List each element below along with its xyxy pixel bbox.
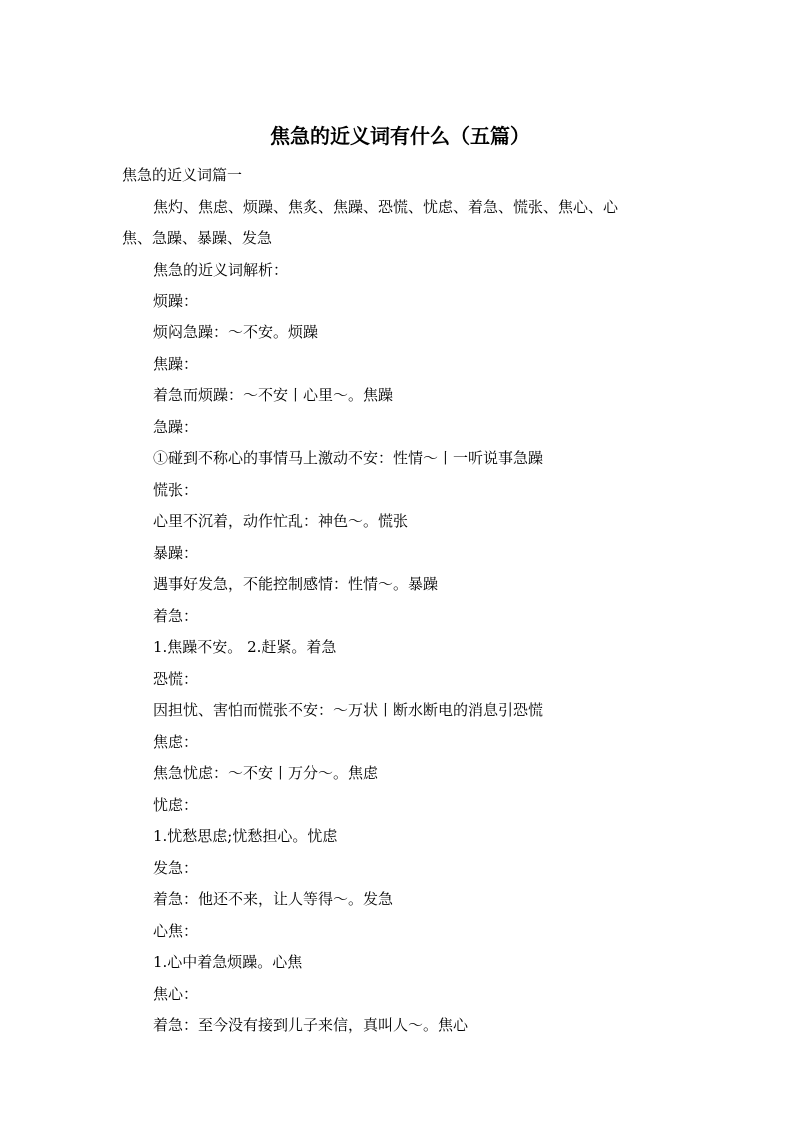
entry-definition: 遇事好发急，不能控制感情：性情～。暴躁 [153,575,439,593]
entry-term: 暴躁： [153,544,199,562]
entry-term: 发急： [153,859,199,877]
entry-definition: 着急而烦躁：～不安丨心里～。焦躁 [153,386,394,404]
entry-definition: 1.忧愁思虑;忧愁担心。忧虑 [153,827,338,845]
entry-definition: 1.心中着急烦躁。心焦 [153,953,303,971]
entry-term: 着急： [153,607,199,625]
entry-definition: 心里不沉着，动作忙乱：神色～。慌张 [153,512,409,530]
entry-definition: 因担忧、害怕而慌张不安：～万状丨断水断电的消息引恐慌 [153,701,544,719]
entry-term: 烦躁： [153,292,199,310]
entry-definition: ①碰到不称心的事情马上激动不安：性情～丨一听说事急躁 [153,449,544,467]
entry-term: 焦躁： [153,355,199,373]
entry-term: 心焦： [153,922,199,940]
analysis-heading: 焦急的近义词解析： [153,261,289,279]
entry-definition: 1.焦躁不安。 2.赶紧。着急 [153,638,337,656]
entry-term: 焦心： [153,985,199,1003]
entry-term: 忧虑： [153,796,199,814]
synonyms-line-2: 焦、急躁、暴躁、发急 [122,229,273,247]
section-heading: 焦急的近义词篇一 [122,166,243,184]
document-title: 焦急的近义词有什么（五篇） [270,124,530,148]
synonyms-line-1: 焦灼、焦虑、烦躁、焦炙、焦躁、恐慌、忧虑、着急、慌张、焦心、心 [153,198,619,216]
entry-term: 慌张： [153,481,199,499]
entry-definition: 烦闷急躁：～不安。烦躁 [153,323,319,341]
entry-definition: 焦急忧虑：～不安丨万分～。焦虑 [153,764,379,782]
entry-definition: 着急：至今没有接到儿子来信，真叫人～。焦心 [153,1016,469,1034]
entry-definition: 着急：他还不来，让人等得～。发急 [153,890,394,908]
entry-term: 焦虑： [153,733,199,751]
entry-term: 急躁： [153,418,199,436]
entry-term: 恐慌： [153,670,199,688]
